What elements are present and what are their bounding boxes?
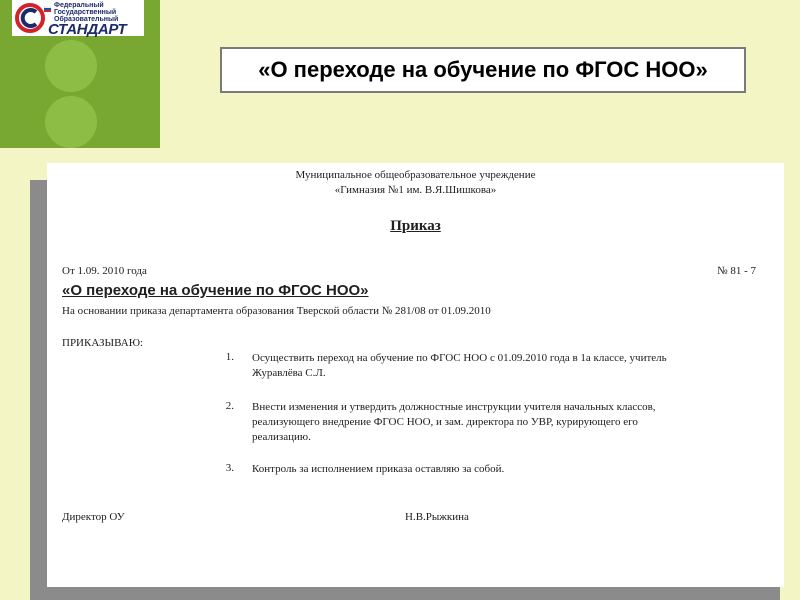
list-item-number: 1.	[225, 351, 234, 363]
order-document	[47, 163, 784, 587]
list-item	[252, 462, 767, 477]
order-word: ПРИКАЗЫВАЮ:	[62, 337, 144, 349]
list-item-line: Журавлёва С.Л.	[252, 367, 326, 379]
list-item-line: реализующего внедрение ФГОС НОО, и зам. директора по УВР, курирующего его	[252, 416, 638, 428]
logo-brand: СТАНДАРТ	[48, 21, 127, 38]
logo-line-educational: Образовательный	[54, 16, 119, 23]
order-basis: На основании приказа департамента образования Тверской области № 281/08 от 01.09.2010	[62, 305, 491, 317]
russian-flag-icon	[44, 6, 51, 12]
order-subject: «О переходе на обучение по ФГОС НОО»	[62, 282, 369, 299]
list-item-line: Осуществить переход на обучение по ФГОС НОО с 01.09.2010 года в 1а классе, учитель	[252, 352, 667, 364]
logo-line-federal: Федеральный	[54, 2, 104, 9]
decor-circle	[45, 40, 97, 92]
order-heading: Приказ	[390, 218, 441, 234]
list-item	[252, 351, 767, 381]
org-name-line1: Муниципальное общеобразовательное учреждение	[295, 169, 536, 181]
fgos-emblem-icon	[15, 3, 45, 33]
logo-line-state: Государственный	[54, 9, 117, 16]
signer-name: Н.В.Рыжкина	[405, 511, 469, 523]
list-item-line: Внести изменения и утвердить должностные инструкции учителя начальных классов,	[252, 401, 656, 413]
slide-title: «О переходе на обучение по ФГОС НОО»	[220, 47, 746, 93]
signer-title: Директор ОУ	[62, 511, 125, 523]
list-item-number: 3.	[225, 462, 234, 474]
fgos-logo	[12, 0, 144, 36]
list-item-number: 2.	[225, 400, 234, 412]
list-item-line: Контроль за исполнением приказа оставляю за собой.	[252, 463, 505, 475]
list-item	[252, 400, 767, 445]
order-date: От 1.09. 2010 года	[62, 265, 147, 277]
order-number: № 81 - 7	[717, 265, 756, 277]
list-item-line: реализацию.	[252, 431, 311, 443]
decor-circle	[45, 96, 97, 148]
org-name-line2: «Гимназия №1 им. В.Я.Шишкова»	[334, 184, 497, 196]
